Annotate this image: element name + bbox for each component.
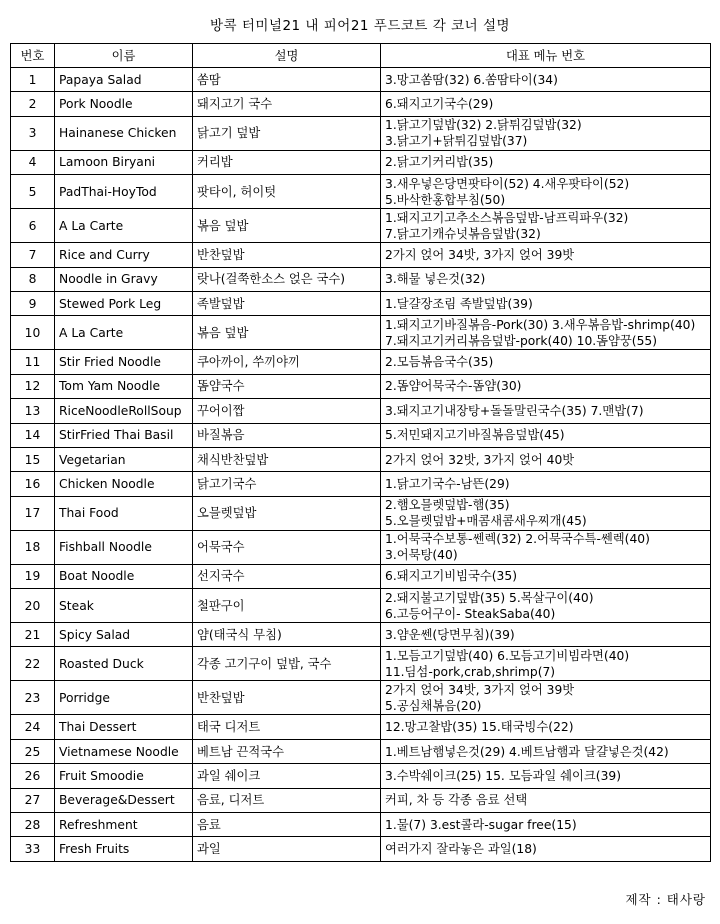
- table-row: [11, 68, 711, 92]
- table-row: [11, 647, 711, 681]
- cell-menu: 2.닭고기커리밥(35): [381, 150, 711, 174]
- header-menu: 대표 메뉴 번호: [381, 44, 711, 68]
- cell-name: Spicy Salad: [55, 623, 193, 647]
- cell-number: 5: [11, 175, 55, 209]
- cell-description: 볶음 덮밥: [193, 209, 381, 243]
- cell-description: 돼지고기 국수: [193, 92, 381, 116]
- cell-description: 과일: [193, 837, 381, 861]
- cell-name: Chicken Noodle: [55, 472, 193, 496]
- table-row: [11, 715, 711, 739]
- cell-menu: 1.모듬고기덮밥(40) 6.모듬고기비빔라면(40) 11.딤섬-pork,crab,shrimp(7): [381, 647, 711, 681]
- cell-menu: 2.똠얌어묵국수-똠얌(30): [381, 374, 711, 398]
- cell-menu: 3.새우넣은당면팟타이(52) 4.새우팟타이(52) 5.바삭한홍합부침(50): [381, 175, 711, 209]
- cell-number: 33: [11, 837, 55, 861]
- cell-menu: 1.달걀장조림 족발덮밥(39): [381, 291, 711, 315]
- cell-number: 6: [11, 209, 55, 243]
- cell-description: 랏나(걸쭉한소스 얹은 국수): [193, 267, 381, 291]
- cell-description: 오믈렛덮밥: [193, 496, 381, 530]
- cell-name: Beverage&Dessert: [55, 788, 193, 812]
- table-header-row: [11, 44, 711, 68]
- cell-menu: 3.수박쉐이크(25) 15. 모듬과일 쉐이크(39): [381, 764, 711, 788]
- food-court-table: [10, 43, 711, 862]
- cell-number: 26: [11, 764, 55, 788]
- cell-name: Tom Yam Noodle: [55, 374, 193, 398]
- cell-number: 20: [11, 589, 55, 623]
- cell-menu: 1.돼지고기바질볶음-Pork(30) 3.새우볶음밥-shrimp(40) 7.돼지고기커리볶음덮밥-pork(40) 10.똠얌꿍(55): [381, 316, 711, 350]
- cell-menu: 2.돼지불고기덮밥(35) 5.목살구이(40) 6.고등어구이- SteakSaba(40): [381, 589, 711, 623]
- cell-number: 4: [11, 150, 55, 174]
- table-row: [11, 423, 711, 447]
- table-row: [11, 92, 711, 116]
- cell-menu: 3.해물 넣은것(32): [381, 267, 711, 291]
- cell-description: 쿠아까이, 쑤끼야끼: [193, 350, 381, 374]
- cell-name: Boat Noodle: [55, 564, 193, 588]
- cell-description: 음료, 디저트: [193, 788, 381, 812]
- cell-description: 팟타이, 허이텃: [193, 175, 381, 209]
- cell-name: Refreshment: [55, 813, 193, 837]
- cell-description: 각종 고기구이 덮밥, 국수: [193, 647, 381, 681]
- credit: 제작 : 태사랑: [625, 892, 706, 907]
- table-row: [11, 589, 711, 623]
- cell-name: Fishball Noodle: [55, 530, 193, 564]
- cell-description: 닭고기국수: [193, 472, 381, 496]
- cell-menu: 1.어묵국수보통-쎈렉(32) 2.어묵국수특-쎈렉(40) 3.어묵탕(40): [381, 530, 711, 564]
- cell-description: 반찬덮밥: [193, 243, 381, 267]
- cell-description: 꾸어이짭: [193, 399, 381, 423]
- cell-menu: 1.닭고기덮밥(32) 2.닭튀김덮밥(32) 3.닭고기+닭튀김덮밥(37): [381, 116, 711, 150]
- table-row: [11, 243, 711, 267]
- cell-menu: 여러가지 잘라놓은 과일(18): [381, 837, 711, 861]
- cell-name: Lamoon Biryani: [55, 150, 193, 174]
- cell-number: 2: [11, 92, 55, 116]
- cell-description: 반찬덮밥: [193, 681, 381, 715]
- cell-number: 17: [11, 496, 55, 530]
- cell-number: 27: [11, 788, 55, 812]
- cell-description: 족발덮밥: [193, 291, 381, 315]
- cell-name: Thai Food: [55, 496, 193, 530]
- cell-menu: 2가지 얹어 34밧, 3가지 얹어 39밧: [381, 243, 711, 267]
- cell-number: 10: [11, 316, 55, 350]
- cell-name: Hainanese Chicken: [55, 116, 193, 150]
- table-row: [11, 447, 711, 471]
- cell-description: 채식반찬덮밥: [193, 447, 381, 471]
- cell-description: 선지국수: [193, 564, 381, 588]
- cell-description: 쏨땀: [193, 68, 381, 92]
- table-row: [11, 472, 711, 496]
- cell-number: 24: [11, 715, 55, 739]
- table-row: [11, 496, 711, 530]
- table-row: [11, 788, 711, 812]
- cell-name: Rice and Curry: [55, 243, 193, 267]
- cell-number: 12: [11, 374, 55, 398]
- table-row: [11, 837, 711, 861]
- cell-name: A La Carte: [55, 316, 193, 350]
- cell-name: PadThai-HoyTod: [55, 175, 193, 209]
- table-row: [11, 681, 711, 715]
- cell-menu: 3.얌운쎈(당면무침)(39): [381, 623, 711, 647]
- cell-description: 바질볶음: [193, 423, 381, 447]
- header-number: 번호: [11, 44, 55, 68]
- cell-menu: 2.햄오믈렛덮밥-햄(35) 5.오믈렛덮밥+매콤새콤새우찌개(45): [381, 496, 711, 530]
- cell-name: Porridge: [55, 681, 193, 715]
- cell-number: 13: [11, 399, 55, 423]
- cell-menu: 2.모듬볶음국수(35): [381, 350, 711, 374]
- cell-description: 어묵국수: [193, 530, 381, 564]
- cell-menu: 6.돼지고기국수(29): [381, 92, 711, 116]
- table-row: [11, 564, 711, 588]
- table-row: [11, 316, 711, 350]
- cell-name: RiceNoodleRollSoup: [55, 399, 193, 423]
- cell-description: 닭고기 덮밥: [193, 116, 381, 150]
- cell-name: Vietnamese Noodle: [55, 739, 193, 763]
- table-row: [11, 116, 711, 150]
- cell-name: Vegetarian: [55, 447, 193, 471]
- table-row: [11, 764, 711, 788]
- cell-name: Roasted Duck: [55, 647, 193, 681]
- cell-menu: 1.물(7) 3.est콜라-sugar free(15): [381, 813, 711, 837]
- cell-description: 음료: [193, 813, 381, 837]
- cell-number: 22: [11, 647, 55, 681]
- cell-description: 똠얌국수: [193, 374, 381, 398]
- table-row: [11, 374, 711, 398]
- cell-menu: 5.저민돼지고기바질볶음덮밥(45): [381, 423, 711, 447]
- cell-menu: 6.돼지고기비빔국수(35): [381, 564, 711, 588]
- cell-name: Pork Noodle: [55, 92, 193, 116]
- cell-number: 16: [11, 472, 55, 496]
- cell-menu: 1.돼지고기고추소스볶음덮밥-남프릭파우(32) 7.닭고기캐슈넛볶음덮밥(32): [381, 209, 711, 243]
- cell-number: 3: [11, 116, 55, 150]
- table-row: [11, 350, 711, 374]
- cell-number: 11: [11, 350, 55, 374]
- cell-menu: 2가지 얹어 32밧, 3가지 얹어 40밧: [381, 447, 711, 471]
- cell-number: 28: [11, 813, 55, 837]
- cell-description: 얌(태국식 무침): [193, 623, 381, 647]
- table-row: [11, 291, 711, 315]
- cell-description: 철판구이: [193, 589, 381, 623]
- page-title: 방콕 터미널21 내 피어21 푸드코트 각 코너 설명: [209, 18, 511, 34]
- cell-name: StirFried Thai Basil: [55, 423, 193, 447]
- table-row: [11, 150, 711, 174]
- cell-menu: 12.망고찰밥(35) 15.태국빙수(22): [381, 715, 711, 739]
- cell-number: 19: [11, 564, 55, 588]
- cell-number: 18: [11, 530, 55, 564]
- cell-number: 7: [11, 243, 55, 267]
- cell-name: Noodle in Gravy: [55, 267, 193, 291]
- cell-number: 21: [11, 623, 55, 647]
- cell-menu: 커피, 차 등 각종 음료 선택: [381, 788, 711, 812]
- cell-menu: 3.망고쏨땀(32) 6.쏨땀타이(34): [381, 68, 711, 92]
- cell-description: 베트남 끈적국수: [193, 739, 381, 763]
- cell-menu: 2가지 얹어 34밧, 3가지 얹어 39밧 5.공심채볶음(20): [381, 681, 711, 715]
- cell-name: Steak: [55, 589, 193, 623]
- cell-name: Papaya Salad: [55, 68, 193, 92]
- cell-name: Thai Dessert: [55, 715, 193, 739]
- cell-number: 14: [11, 423, 55, 447]
- table-row: [11, 623, 711, 647]
- cell-number: 23: [11, 681, 55, 715]
- cell-name: A La Carte: [55, 209, 193, 243]
- header-description: 설명: [193, 44, 381, 68]
- table-row: [11, 739, 711, 763]
- table-row: [11, 209, 711, 243]
- cell-number: 9: [11, 291, 55, 315]
- cell-description: 과일 쉐이크: [193, 764, 381, 788]
- table-row: [11, 530, 711, 564]
- cell-description: 볶음 덮밥: [193, 316, 381, 350]
- table-row: [11, 813, 711, 837]
- table-row: [11, 267, 711, 291]
- cell-name: Stir Fried Noodle: [55, 350, 193, 374]
- cell-number: 1: [11, 68, 55, 92]
- cell-menu: 1.베트남햄넣은것(29) 4.베트남햄과 달걀넣은것(42): [381, 739, 711, 763]
- cell-name: Fresh Fruits: [55, 837, 193, 861]
- cell-description: 커리밥: [193, 150, 381, 174]
- cell-number: 15: [11, 447, 55, 471]
- cell-description: 태국 디저트: [193, 715, 381, 739]
- table-row: [11, 399, 711, 423]
- cell-number: 25: [11, 739, 55, 763]
- cell-menu: 3.돼지고기내장탕+돌돌말린국수(35) 7.맨밥(7): [381, 399, 711, 423]
- table-row: [11, 175, 711, 209]
- cell-menu: 1.닭고기국수-남뜬(29): [381, 472, 711, 496]
- cell-name: Fruit Smoodie: [55, 764, 193, 788]
- cell-number: 8: [11, 267, 55, 291]
- cell-name: Stewed Pork Leg: [55, 291, 193, 315]
- header-name: 이름: [55, 44, 193, 68]
